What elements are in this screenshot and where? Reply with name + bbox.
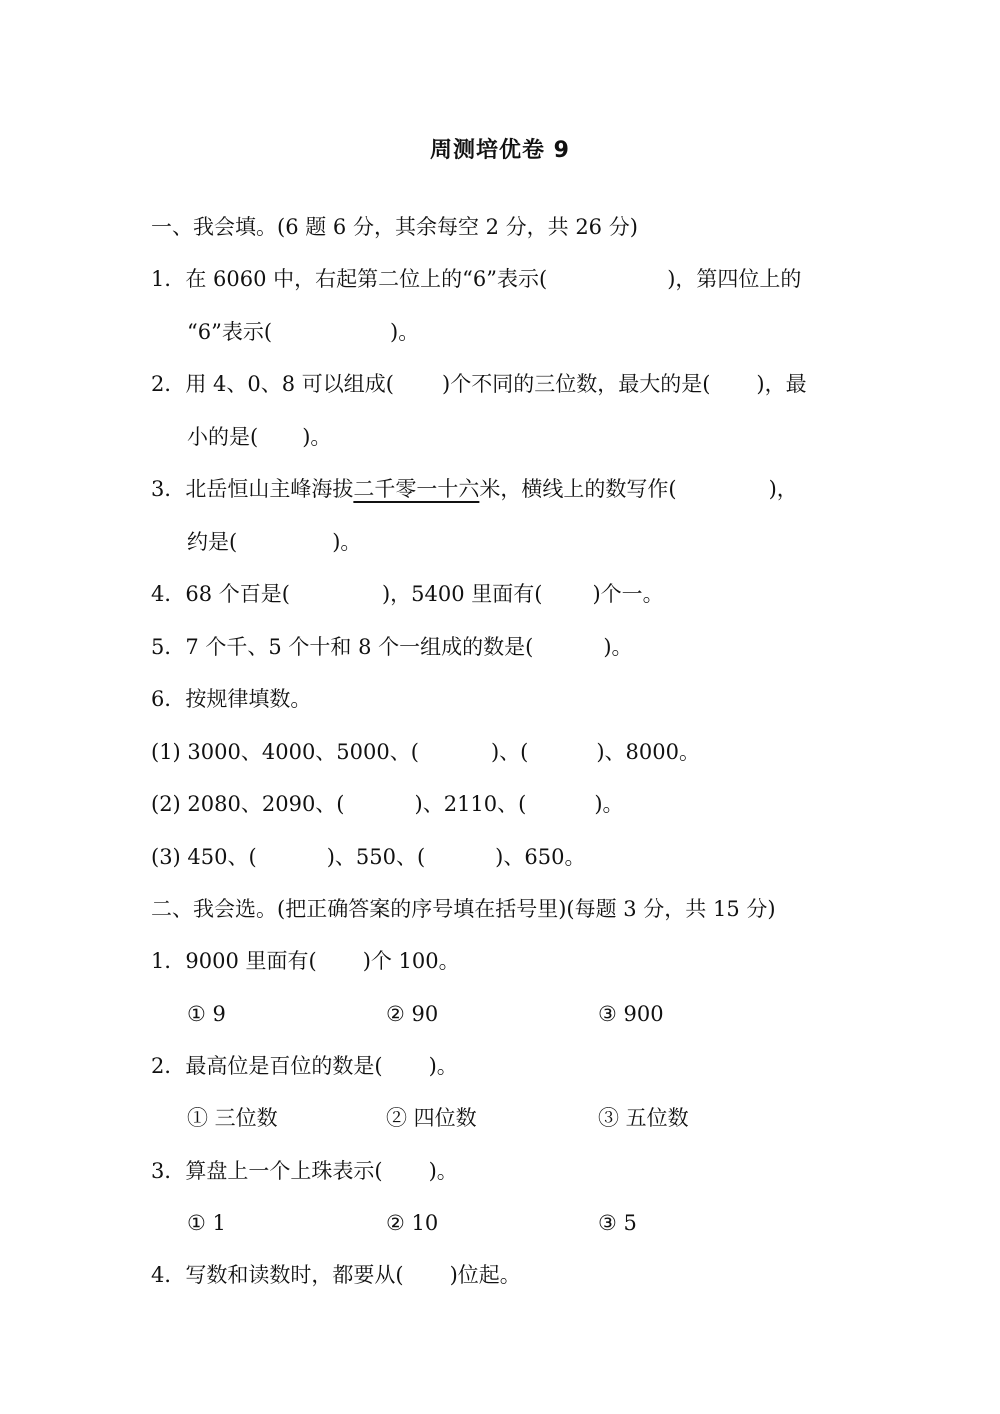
option-2[interactable]: ② 90 — [386, 1002, 439, 1026]
choice-question-2: 2．最高位是百位的数是( )。 — [151, 1054, 458, 1078]
option-2[interactable]: ② 四位数 — [386, 1106, 477, 1130]
option-3[interactable]: ③ 5 — [598, 1211, 637, 1235]
question-1-line-1: 1．在 6060 中，右起第二位上的“6”表示( )，第四位上的 — [151, 267, 802, 291]
option-3[interactable]: ③ 900 — [598, 1002, 664, 1026]
option-1[interactable]: ① 9 — [187, 1002, 226, 1026]
question-2-line-2: 小的是( )。 — [187, 425, 332, 449]
question-5: 5．7 个千、5 个十和 8 个一组成的数是( )。 — [151, 635, 633, 659]
question-2-line-1: 2．用 4、0、8 可以组成( )个不同的三位数，最大的是( )，最 — [151, 372, 807, 396]
option-2[interactable]: ② 10 — [386, 1211, 439, 1235]
question-4: 4．68 个百是( )，5400 里面有( )个一。 — [151, 582, 664, 606]
question-6-sub-2: (2) 2080、2090、( )、2110、( )。 — [151, 792, 624, 816]
option-3[interactable]: ③ 五位数 — [598, 1106, 689, 1130]
page-title: 周测培优卷 9 — [430, 138, 570, 163]
choice-question-4: 4．写数和读数时，都要从( )位起。 — [151, 1263, 521, 1287]
section2-heading: 二、我会选。(把正确答案的序号填在括号里)(每题 3 分，共 15 分) — [151, 897, 776, 921]
question-6-sub-3: (3) 450、( )、550、( )、650。 — [151, 845, 586, 869]
underlined-number-text: 二千零一十六 — [353, 477, 480, 501]
question-6-heading: 6．按规律填数。 — [151, 687, 312, 711]
question-6-sub-1: (1) 3000、4000、5000、( )、( )、8000。 — [151, 740, 700, 764]
option-1[interactable]: ① 三位数 — [187, 1106, 278, 1130]
question-3-line-2: 约是( )。 — [187, 530, 362, 554]
question-1-line-2: “6”表示( )。 — [187, 320, 420, 344]
choice-question-3: 3．算盘上一个上珠表示( )。 — [151, 1159, 458, 1183]
question-3-line-1: 3．北岳恒山主峰海拔二千零一十六米，横线上的数写作( )， — [151, 477, 798, 501]
section1-heading: 一、我会填。(6 题 6 分，其余每空 2 分，共 26 分) — [151, 215, 638, 239]
choice-question-1: 1．9000 里面有( )个 100。 — [151, 949, 460, 973]
option-1[interactable]: ① 1 — [187, 1211, 226, 1235]
